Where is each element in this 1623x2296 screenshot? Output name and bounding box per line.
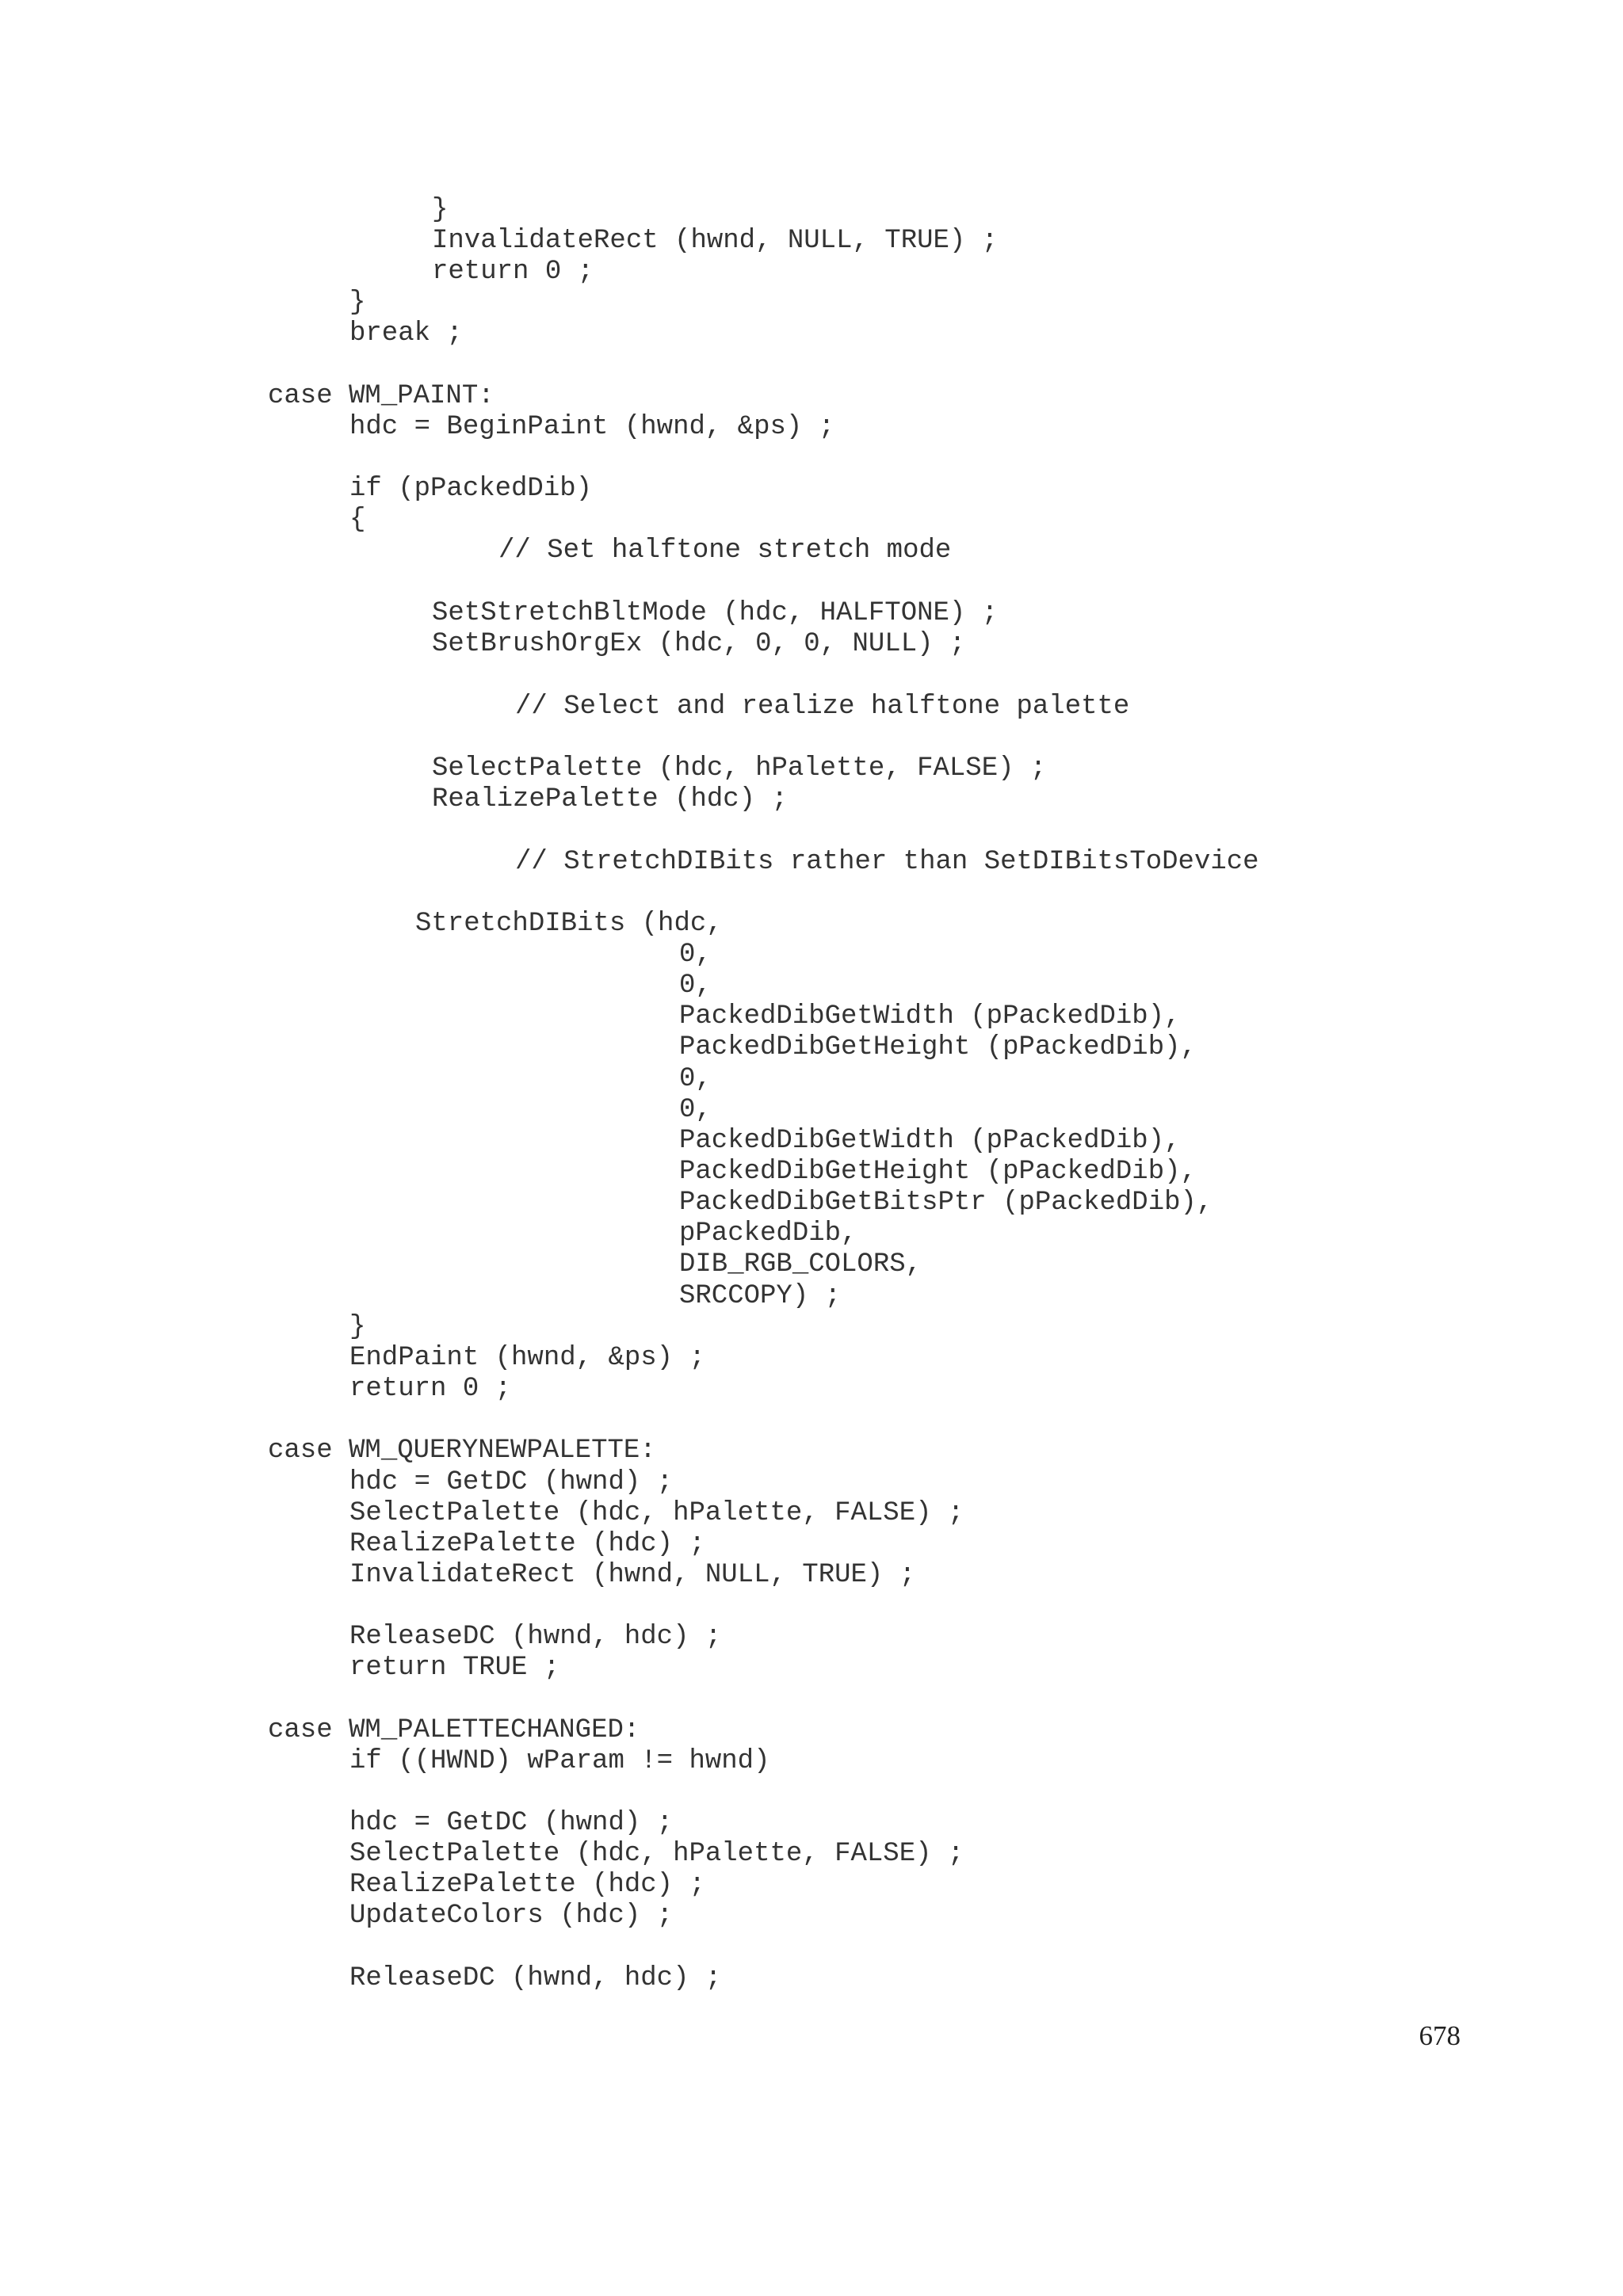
code-line: UpdateColors (hdc) ; (349, 1901, 674, 1931)
code-line: 0, (679, 1064, 712, 1094)
code-line: if (pPackedDib) (349, 474, 593, 504)
code-line: 0, (679, 1095, 712, 1125)
code-line: 0, (679, 971, 712, 1001)
code-line: // StretchDIBits rather than SetDIBitsToDevice (515, 847, 1259, 877)
code-line: ReleaseDC (hwnd, hdc) ; (349, 1963, 722, 1993)
page-number: 678 (1419, 2020, 1461, 2051)
code-line: SelectPalette (hdc, hPalette, FALSE) ; (432, 753, 1047, 784)
code-line: case WM_QUERYNEWPALETTE: (268, 1436, 656, 1466)
code-line: case WM_PAINT: (268, 381, 495, 411)
code-line: StretchDIBits (hdc, (415, 909, 723, 939)
code-line: RealizePalette (hdc) ; (349, 1870, 705, 1900)
code-line: // Set halftone stretch mode (498, 536, 952, 566)
code-line: EndPaint (hwnd, &ps) ; (349, 1343, 705, 1373)
code-line: 0, (679, 940, 712, 970)
code-line: } (432, 195, 449, 225)
code-line: PackedDibGetHeight (pPackedDib), (679, 1157, 1197, 1187)
code-line: return 0 ; (432, 257, 594, 287)
code-line: pPackedDib, (679, 1219, 857, 1249)
code-line: hdc = GetDC (hwnd) ; (349, 1467, 674, 1497)
code-line: InvalidateRect (hwnd, NULL, TRUE) ; (432, 226, 999, 256)
code-line: RealizePalette (hdc) ; (432, 784, 788, 814)
code-line: if ((HWND) wParam != hwnd) (349, 1746, 770, 1776)
code-line: } (349, 1312, 366, 1342)
code-line: return 0 ; (349, 1374, 512, 1404)
code-line: PackedDibGetBitsPtr (pPackedDib), (679, 1188, 1213, 1218)
code-line: // Select and realize halftone palette (515, 692, 1130, 722)
code-line: { (349, 505, 366, 535)
code-line: SelectPalette (hdc, hPalette, FALSE) ; (349, 1839, 964, 1869)
code-line: hdc = BeginPaint (hwnd, &ps) ; (349, 412, 835, 442)
code-line: PackedDibGetHeight (pPackedDib), (679, 1032, 1197, 1062)
code-line: return TRUE ; (349, 1653, 560, 1683)
code-line: SetStretchBltMode (hdc, HALFTONE) ; (432, 598, 999, 628)
code-line: PackedDibGetWidth (pPackedDib), (679, 1126, 1181, 1156)
code-line: } (349, 288, 366, 318)
code-line: hdc = GetDC (hwnd) ; (349, 1808, 674, 1838)
code-line: SetBrushOrgEx (hdc, 0, 0, NULL) ; (432, 629, 966, 659)
code-line: break ; (349, 318, 463, 349)
code-line: case WM_PALETTECHANGED: (268, 1715, 640, 1745)
code-line: RealizePalette (hdc) ; (349, 1529, 705, 1559)
code-line: SelectPalette (hdc, hPalette, FALSE) ; (349, 1498, 964, 1528)
code-line: InvalidateRect (hwnd, NULL, TRUE) ; (349, 1560, 916, 1590)
code-line: DIB_RGB_COLORS, (679, 1249, 922, 1280)
code-line: ReleaseDC (hwnd, hdc) ; (349, 1622, 722, 1652)
code-line: PackedDibGetWidth (pPackedDib), (679, 1001, 1181, 1032)
code-line: SRCCOPY) ; (679, 1281, 842, 1311)
